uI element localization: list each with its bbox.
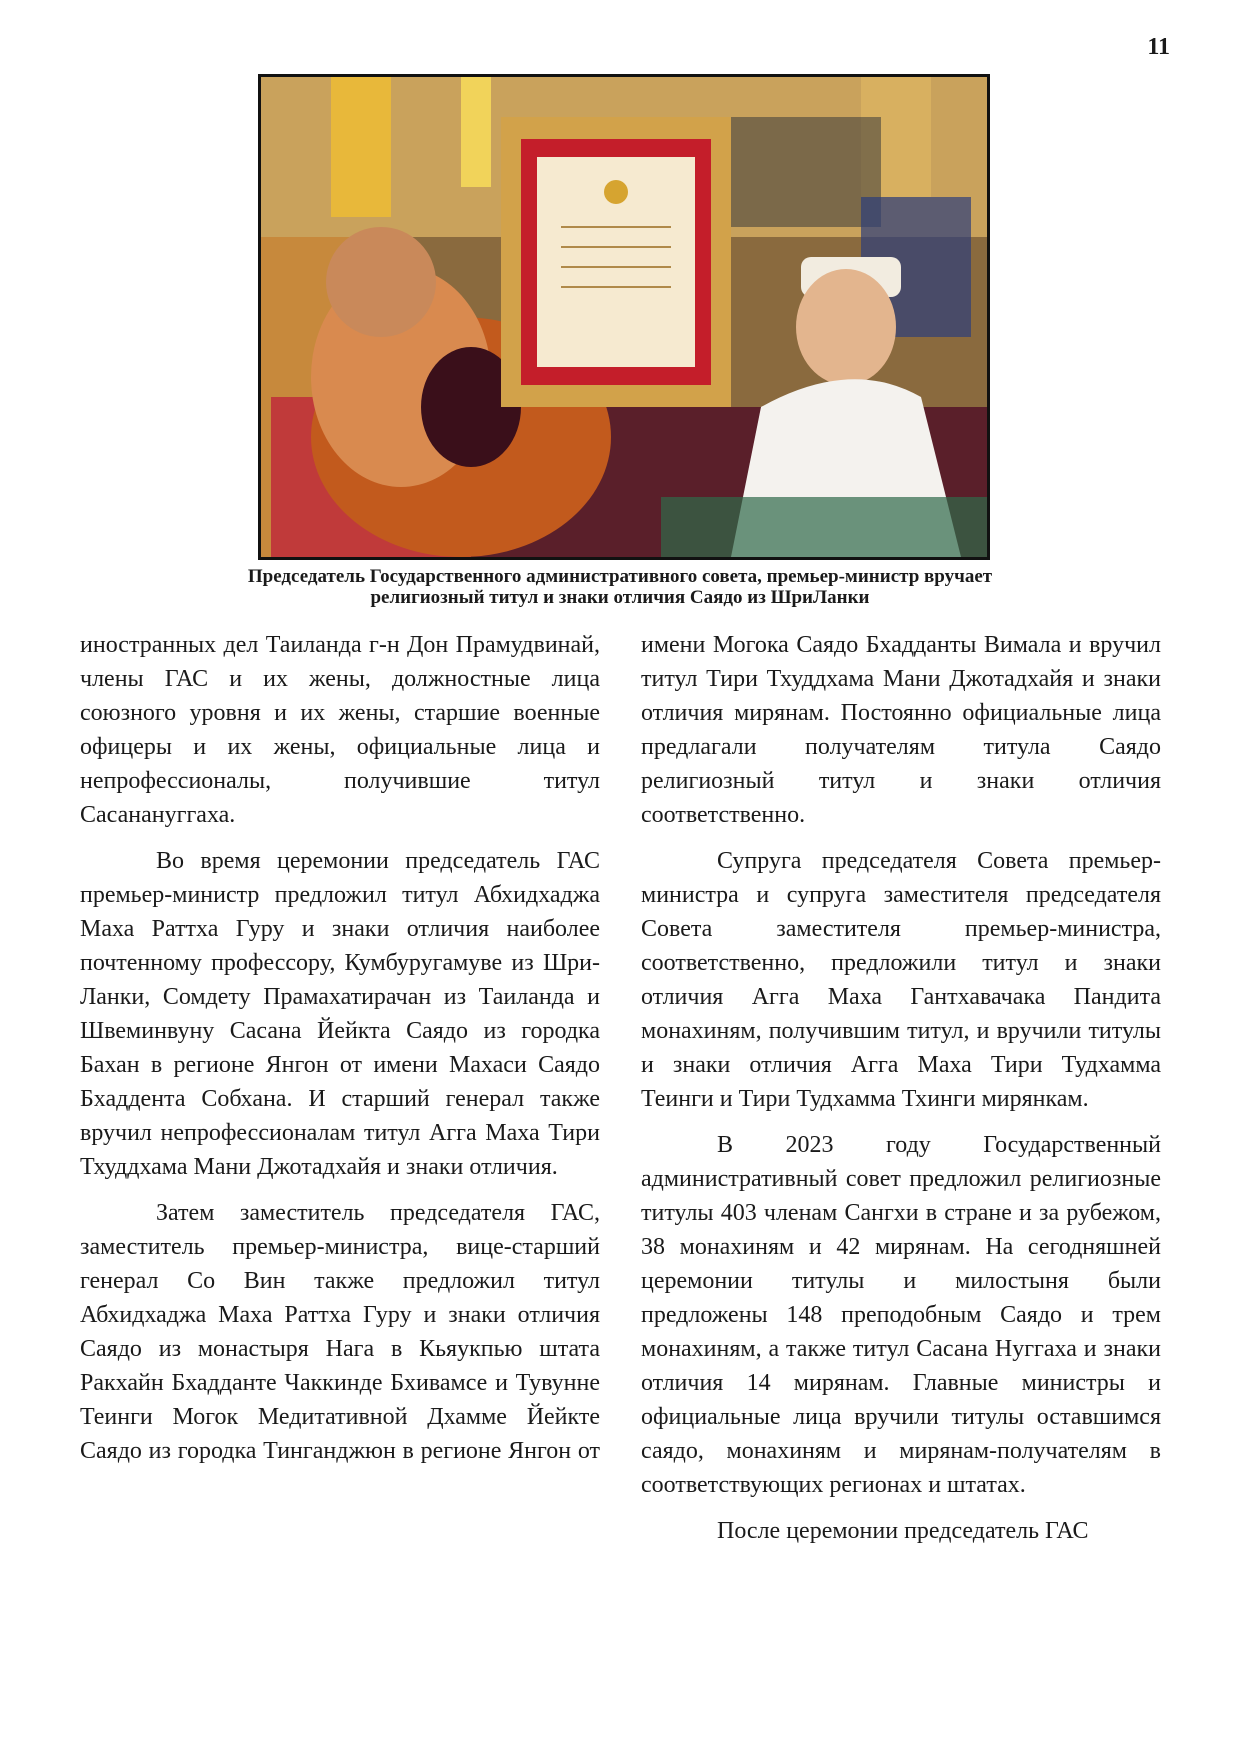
ceremony-photo [258, 74, 990, 560]
paragraph: Супруга председателя Совета премьер-министра и супруга заместителя председателя Совета заместителя премьер-министра, соответственно, предложили титул и знаки отличия Агга Маха Гантхавачака Пандита монахиням, получившим титул, и вручили титулы и знаки отличия Агга Маха Тири Тудхамма Теинги и Тири Тудхамма Тхинги мирянкам. [641, 848, 1161, 1112]
right-column [641, 628, 1161, 1560]
paragraph: После церемонии председатель ГАС [717, 1518, 1089, 1544]
photo-caption [150, 566, 1090, 608]
paragraph: Затем заместитель председателя ГАС, заместитель премьер-министра, вице-старший генерал Со Вин также предложил титул Абхидхаджа Маха Раттха Гуру и знаки отличия Саядо из монастыря Нага в Кьяукпью штата Ракхайн Бхадданте Чаккинде Бхивамсе и Тувунне Теинги Могок Медитативной Дхамме Йейкте Саядо из городка Тинганджюн в регионе Янгон от [80, 1200, 600, 1464]
paragraph: Во время церемонии председатель ГАС премьер-министр предложил титул Абхидхаджа Маха Раттха Гуру и знаки отличия наиболее почтенному профессору, Кумбуругамуве из Шри-Ланки, Сомдету Прамахатирачан из Таиланда и Швеминвуну Сасана Йейкта Саядо из городка Бахан в регионе Янгон от имени Махаси Саядо Бхаддента Собхана. И старший генерал также вручил непрофессионалам титул Агга Маха Тири Тхуддхама Мани Джотадхайя и знаки отличия. [80, 848, 600, 1180]
photo-caption-line-2: религиозный титул и знаки отличия Саядо из ШриЛанки [370, 587, 870, 608]
left-column [80, 628, 600, 1480]
paragraph: имени Могока Саядо Бхадданты Вимала и вручил титул Тири Тхуддхама Мани Джотадхайя и знаки отличия мирянам. Постоянно официальные лица предлагали получателям титула Саядо религиозный титул и знаки отличия соответственно. [641, 632, 1161, 828]
paragraph: иностранных дел Таиланда г-н Дон Прамудвинай, члены ГАС и их жены, должностные лица союзного уровня и их жены, старшие военные офицеры и их жены, официальные лица и непрофессионалы, получившие титул Сасанануггаха. [80, 632, 600, 828]
photo-caption-line-1: Председатель Государственного административного совета, премьер-министр вручает [247, 566, 993, 587]
page-number: 11 [1147, 34, 1170, 60]
ceremony-illustration [261, 77, 987, 557]
paragraph: В 2023 году Государственный административный совет предложил религиозные титулы 403 членам Сангхи в стране и за рубежом, 38 монахиням и 42 мирянам. На сегодняшней церемонии титулы и милостыня были предложены 148 преподобным Саядо и трем монахиням, а также титул Сасана Нуггаха и знаки отличия 14 мирянам. Главные министры и официальные лица вручили титулы оставшимся саядо, монахиням и мирянам-получателям в соответствующих регионах и штатах. [641, 1132, 1161, 1498]
